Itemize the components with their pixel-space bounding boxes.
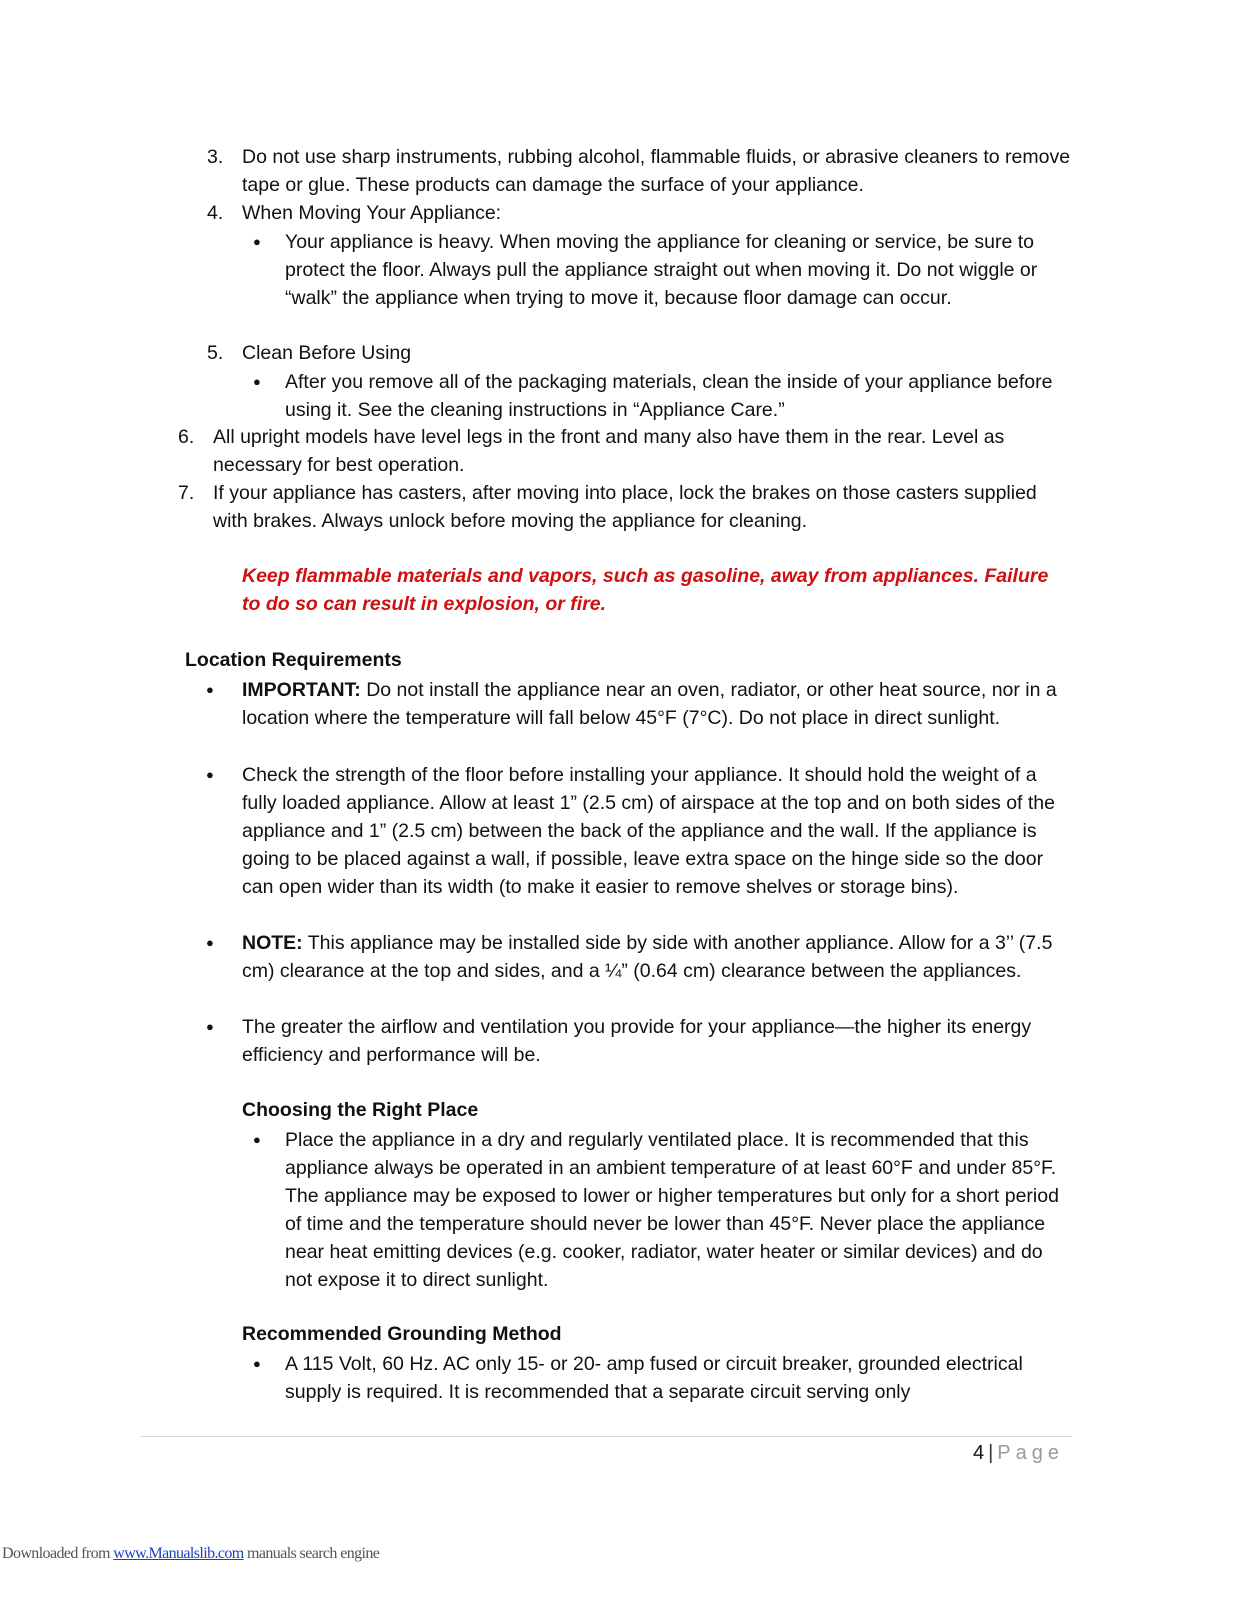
note-text: This appliance may be installed side by side with another appliance. Allow for a 3’’ (7.5 cm) clearance at the top and sides, and a ¼” (0.64 cm) clearance between the appliances. — [242, 932, 1053, 982]
list-number-5: 5. — [207, 342, 224, 364]
list-item-3-text: Do not use sharp instruments, rubbing alcohol, flammable fluids, or abrasive cleaners to remove tape or glue. These products can damage the surface of your appliance. — [242, 146, 1071, 196]
section-heading-choosing: Choosing the Right Place — [242, 1099, 479, 1121]
page-separator: | — [988, 1442, 994, 1464]
bullet-icon: ● — [253, 1132, 261, 1147]
list-item-5-text: Clean Before Using — [242, 342, 412, 364]
list-item-6-text: All upright models have level legs in the front and many also have them in the rear. Level as necessary for best operation. — [213, 426, 1005, 476]
bullet-icon: ● — [206, 935, 214, 950]
bullet-icon: ● — [253, 234, 261, 249]
list-number-3: 3. — [207, 146, 224, 168]
list-number-4: 4. — [207, 202, 224, 224]
list-item-4-text: When Moving Your Appliance: — [242, 202, 502, 224]
download-notice — [2, 1540, 379, 1568]
important-text: Do not install the appliance near an oven, radiator, or other heat source, nor in a location where the temperature will fall below 45°F (7°C). Do not place in direct sunlight. — [242, 679, 1057, 729]
page-number-footer — [973, 1439, 1064, 1467]
bullet-icon: ● — [206, 682, 214, 697]
bullet-icon: ● — [206, 767, 214, 782]
list-item-7-text: If your appliance has casters, after moving into place, lock the brakes on those casters supplied with brakes. Always unlock before moving the appliance for cleaning. — [213, 482, 1037, 532]
list-number-7: 7. — [178, 482, 195, 504]
location-bullet-airflow: The greater the airflow and ventilation you provide for your appliance—the higher its energy efficiency and performance will be. — [242, 1016, 1032, 1066]
bullet-icon: ● — [206, 1019, 214, 1034]
download-suffix: manuals search engine — [243, 1545, 380, 1562]
list-item-5-bullet: After you remove all of the packaging materials, clean the inside of your appliance before using it. See the cleaning instructions in “Appliance Care.” — [285, 371, 1053, 421]
section-heading-grounding: Recommended Grounding Method — [242, 1323, 562, 1345]
location-bullet-important — [242, 676, 1072, 732]
important-label: IMPORTANT: — [242, 679, 361, 701]
grounding-bullet: A 115 Volt, 60 Hz. AC only 15- or 20- amp fused or circuit breaker, grounded electrical supply is required. It is recommended that a separate circuit serving only — [285, 1353, 1023, 1403]
manualslib-link[interactable]: www.Manualslib.com — [113, 1545, 244, 1562]
location-bullet-floor: Check the strength of the floor before installing your appliance. It should hold the weight of a fully loaded appliance. Allow at least 1” (2.5 cm) of airspace at the top and on both sides of the appliance and 1” (2.5 cm) between the back of the appliance and the wall. If the appliance is going to be placed against a wall, if possible, leave extra space on the hinge side so the door can open wider than its width (to make it easier to remove shelves or storage bins). — [242, 764, 1055, 898]
choosing-bullet: Place the appliance in a dry and regularly ventilated place. It is recommended that this appliance always be operated in an ambient temperature of at least 60°F and under 85°F. The appliance may be exposed to lower or higher temperatures but only for a short period of time and the temperature should never be lower than 45°F. Never place the appliance near heat emitting devices (e.g. cooker, radiator, water heater or similar devices) and do not expose it to direct sunlight. — [285, 1129, 1059, 1291]
note-label: NOTE: — [242, 932, 303, 954]
list-number-6: 6. — [178, 426, 195, 448]
location-bullet-note — [242, 929, 1072, 985]
warning-text: Keep flammable materials and vapors, such as gasoline, away from appliances. Failure to do so can result in explosion, or fire. — [242, 565, 1049, 615]
bullet-icon: ● — [253, 1356, 261, 1371]
bullet-icon: ● — [253, 374, 261, 389]
section-heading-location: Location Requirements — [185, 649, 402, 671]
page-word: Page — [997, 1442, 1064, 1464]
page-number: 4 — [972, 1442, 985, 1464]
list-item-4-bullet: Your appliance is heavy. When moving the appliance for cleaning or service, be sure to protect the floor. Always pull the appliance straight out when moving it. Do not wiggle or “walk” the appliance when trying to move it, because floor damage can occur. — [285, 231, 1038, 309]
footer-divider — [140, 1436, 1072, 1437]
download-prefix: Downloaded from — [2, 1545, 114, 1562]
